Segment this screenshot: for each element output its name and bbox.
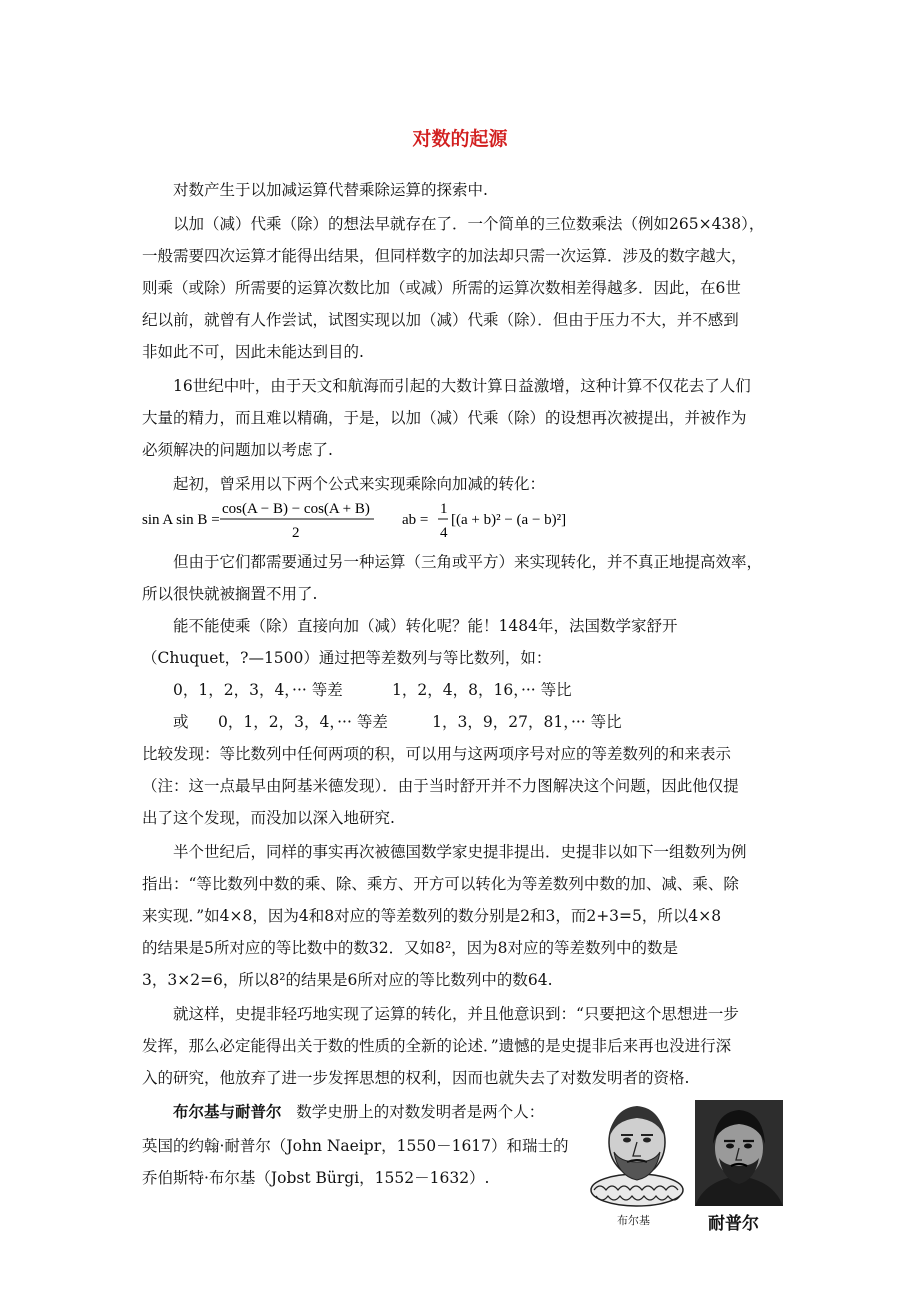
sequence-line-2: 或 0，1，2，3，4，··· 等差 1，3，9，27，81，··· 等比 <box>173 713 622 731</box>
paragraph-8-line-5: 3，3×2=6，所以8²的结果是6所对应的等比数列中的数64. <box>142 971 553 989</box>
paragraph-4: 起初，曾采用以下两个公式来实现乘除向加减的转化： <box>173 475 546 493</box>
paragraph-7-line-3: 出了这个发现，而没加以深入地研究. <box>142 809 395 827</box>
formula-2-rhs: [(a + b)² − (a − b)²] <box>451 512 567 528</box>
formula-1-numerator: cos(A − B) − cos(A + B) <box>222 501 370 517</box>
paragraph-5-line-2: 所以很快就被搁置不用了. <box>142 585 318 603</box>
paragraph-2-line-1: 以加（减）代乘（除）的想法早就存在了．一个简单的三位数乘法（例如265×438）， <box>173 215 765 233</box>
paragraph-3-line-1: 16世纪中叶，由于天文和航海而引起的大数计算日益激增，这种计算不仅花去了人们 <box>173 377 751 395</box>
section-heading: 布尔基与耐普尔 <box>173 1103 282 1121</box>
caption-burgi: 布尔基 <box>617 1214 650 1227</box>
caption-napier: 耐普尔 <box>708 1214 759 1234</box>
paragraph-1: 对数产生于以加减运算代替乘除运算的探索中. <box>173 181 488 199</box>
paragraph-2-line-3: 则乘（或除）所需要的运算次数比加（或减）所需的运算次数相差得越多．因此，在6世 <box>142 279 741 297</box>
paragraph-11: 英国的约翰·耐普尔（John Naeipr，1550－1617）和瑞士的 <box>142 1137 569 1155</box>
formula-2-lhs: ab = <box>402 512 429 528</box>
paragraph-3-line-2: 大量的精力，而且难以精确，于是，以加（减）代乘（除）的设想再次被提出，并被作为 <box>142 409 747 427</box>
paragraph-2-line-2: 一般需要四次运算才能得出结果，但同样数字的加法却只需一次运算．涉及的数字越大， <box>142 247 747 265</box>
formula-1-denominator: 2 <box>292 525 300 541</box>
paragraph-8-line-2: 指出：“等比数列中数的乘、除、乘方、开方可以转化为等差数列中数的加、减、乘、除 <box>142 875 739 893</box>
paragraph-9-line-3: 入的研究，他放弃了进一步发挥思想的权利，因而也就失去了对数发明者的资格. <box>142 1069 690 1087</box>
section-intro: 数学史册上的对数发明者是两个人： <box>281 1103 545 1121</box>
paragraph-7-line-1: 比较发现：等比数列中任何两项的积，可以用与这两项序号对应的等差数列的和来表示 <box>142 745 732 763</box>
formulas <box>142 497 602 543</box>
paragraph-10 <box>173 1102 544 1122</box>
paragraph-3-line-3: 必须解决的问题加以考虑了. <box>142 441 333 459</box>
page-title: 对数的起源 <box>412 128 508 150</box>
portrait-burgi-image <box>582 1100 692 1208</box>
paragraph-6-line-1: 能不能使乘（除）直接向加（减）转化呢？能！1484年，法国数学家舒开 <box>173 617 678 635</box>
formula-svg <box>142 497 602 543</box>
paragraph-5-line-1: 但由于它们都需要通过另一种运算（三角或平方）来实现转化，并不真正地提高效率， <box>173 553 763 571</box>
formula-2-denominator: 4 <box>440 525 448 541</box>
paragraph-6-line-2: （Chuquet，?—1500）通过把等差数列与等比数列，如： <box>142 649 552 667</box>
paragraph-12: 乔伯斯特·布尔基（Jobst Bürgi，1552－1632）. <box>142 1169 490 1187</box>
formula-2-numerator: 1 <box>440 501 448 517</box>
portrait-napier-image <box>695 1100 783 1206</box>
paragraph-2-line-5: 非如此不可，因此未能达到目的. <box>142 343 364 361</box>
paragraph-9-line-2: 发挥，那么必定能得出关于数的性质的全新的论述．”遗憾的是史提非后来再也没进行深 <box>142 1037 732 1055</box>
sequence-line-1: 0，1，2，3，4，··· 等差 1，2，4，8，16，··· 等比 <box>173 681 572 699</box>
paragraph-8-line-1: 半个世纪后，同样的事实再次被德国数学家史提非提出．史提非以如下一组数列为例 <box>173 843 747 861</box>
paragraph-7-line-2: （注：这一点最早由阿基米德发现）．由于当时舒开并不力图解决这个问题，因此他仅提 <box>142 777 739 795</box>
formula-1-lhs: sin A sin B = <box>142 512 220 528</box>
paragraph-8-line-4: 的结果是5所对应的等比数中的数32．又如8²，因为8对应的等差数列中的数是 <box>142 939 679 957</box>
paragraph-8-line-3: 来实现．”如4×8，因为4和8对应的等差数列的数分别是2和3，而2+3=5，所以4×8 <box>142 907 722 925</box>
paragraph-9-line-1: 就这样，史提非轻巧地实现了运算的转化，并且他意识到：“只要把这个思想进一步 <box>173 1005 739 1023</box>
paragraph-2-line-4: 纪以前，就曾有人作尝试，试图实现以加（减）代乘（除）．但由于压力不大，并不感到 <box>142 311 739 329</box>
